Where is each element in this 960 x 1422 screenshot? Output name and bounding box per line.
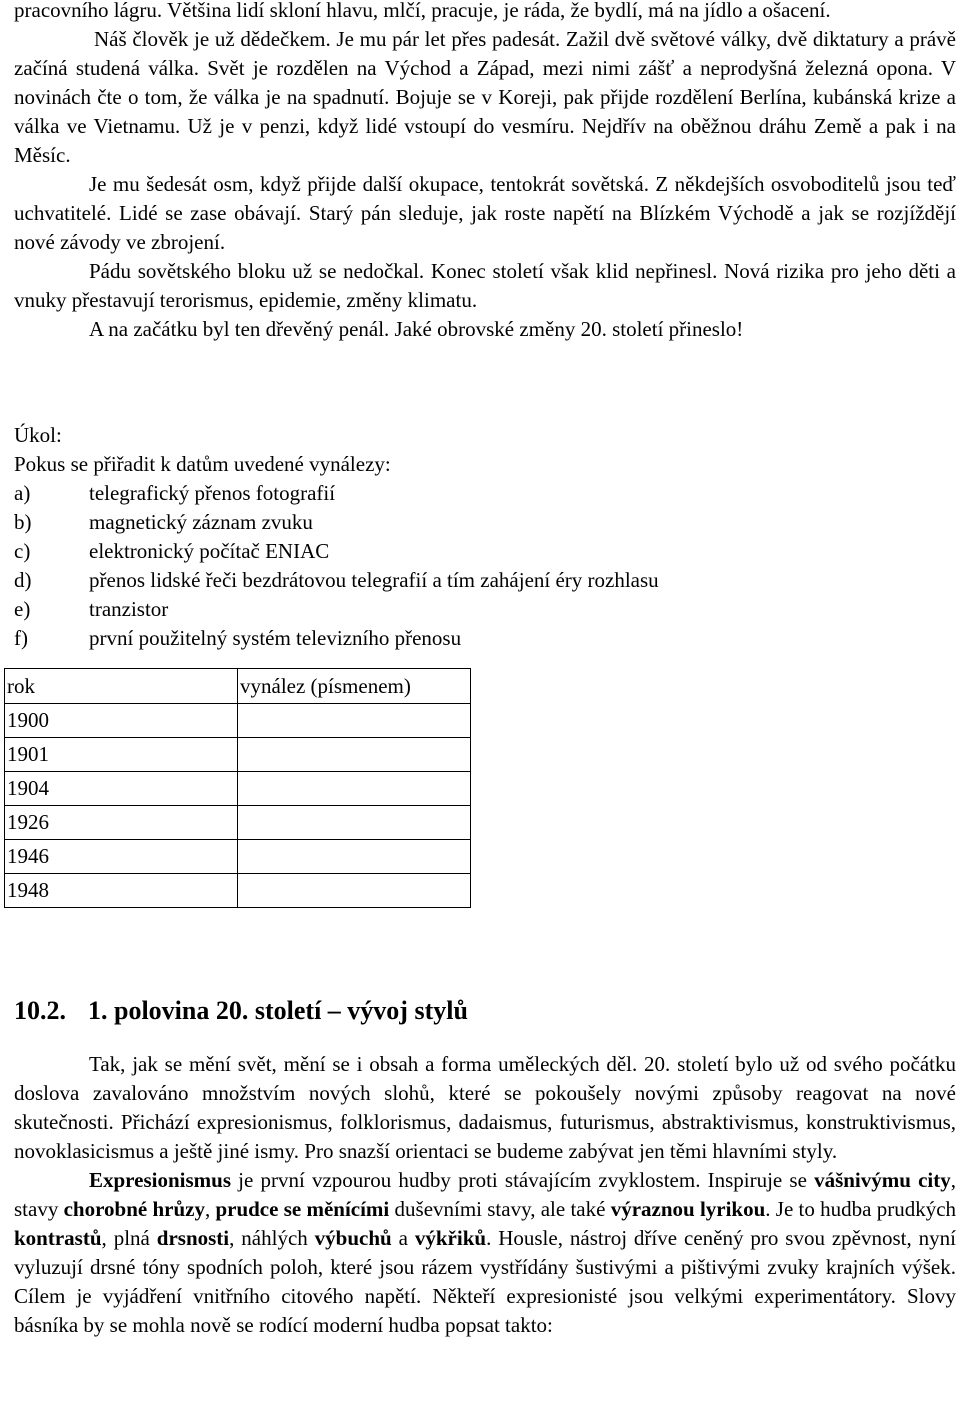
bold-term: výkřiků xyxy=(414,1226,487,1250)
item-text: tranzistor xyxy=(89,597,169,621)
year-cell: 1946 xyxy=(5,840,238,874)
text-run: , plná xyxy=(101,1226,157,1250)
table-row xyxy=(5,874,471,908)
bold-term: drsnosti xyxy=(156,1226,230,1250)
bold-term: chorobné hrůzy xyxy=(63,1197,205,1221)
table-row xyxy=(5,806,471,840)
item-letter: c) xyxy=(14,539,31,563)
section-heading xyxy=(14,994,956,1028)
year-invention-table xyxy=(4,668,471,908)
list-item xyxy=(14,566,956,595)
task-instruction: Pokus se přiřadit k datům uvedené vynálezy: xyxy=(14,452,391,476)
item-letter: a) xyxy=(14,481,31,505)
year-cell: 1948 xyxy=(5,874,238,908)
table-row xyxy=(5,840,471,874)
answer-cell[interactable] xyxy=(238,874,471,908)
list-item xyxy=(14,624,956,653)
item-text: přenos lidské řeči bezdrátovou telegrafií a tím zahájení éry rozhlasu xyxy=(89,568,659,592)
list-item xyxy=(14,537,956,566)
item-text: magnetický záznam zvuku xyxy=(89,510,313,534)
list-item xyxy=(14,595,956,624)
text-run: je první vzpourou hudby proti stávajícím zvyklostem. Inspiruje se xyxy=(231,1168,815,1192)
intro-paragraph-1: Náš člověk je už dědečkem. Je mu pár let přes padesát. Zažil dvě světové války, dvě diktatury a právě začíná studená válka. Svět je rozdělen na Východ a Západ, mezi nimi zášť a neprodyšná železná opona. V novinách čte o tom, že válka je na spadnutí. Bojuje se v Koreji, pak přijde rozdělení Berlína, kubánská krize a válka ve Vietnamu. Už je v penzi, když lidé vstoupí do vesmíru. Nejdřív na oběžnou dráhu Země a pak i na Měsíc. xyxy=(14,27,956,167)
section-paragraph-2 xyxy=(14,1166,956,1340)
text-run: . Je to hudba prudkých xyxy=(765,1197,957,1221)
answer-cell[interactable] xyxy=(238,738,471,772)
item-letter: f) xyxy=(14,626,28,650)
text-run: duševními stavy, ale také xyxy=(389,1197,611,1221)
list-item xyxy=(14,508,956,537)
section-number: 10.2. xyxy=(14,996,66,1025)
table-row xyxy=(5,738,471,772)
answer-cell[interactable] xyxy=(238,772,471,806)
table-row xyxy=(5,704,471,738)
bold-term: výraznou lyrikou xyxy=(610,1197,766,1221)
item-letter: d) xyxy=(14,568,32,592)
answer-cell[interactable] xyxy=(238,806,471,840)
item-text: elektronický počítač ENIAC xyxy=(89,539,330,563)
year-cell: 1904 xyxy=(5,772,238,806)
section-title: 1. polovina 20. století – vývoj stylů xyxy=(88,996,468,1025)
text-run: a xyxy=(391,1226,415,1250)
intro-paragraph-3: Pádu sovětského bloku už se nedočkal. Konec století však klid nepřinesl. Nová rizika pro jeho děti a vnuky přestavují terorismus, epidemie, změny klimatu. xyxy=(14,259,956,312)
bold-term: Expresionismus xyxy=(89,1168,231,1192)
item-letter: b) xyxy=(14,510,32,534)
text-run: , stavy xyxy=(14,1168,956,1221)
year-cell: 1901 xyxy=(5,738,238,772)
bold-term: kontrastů xyxy=(14,1226,102,1250)
task-label: Úkol: xyxy=(14,423,62,447)
intro-paragraph-2: Je mu šedesát osm, když přijde další okupace, tentokrát sovětská. Z někdejších osvoboditelů jsou teď uchvatitelé. Lidé se zase obávají. Starý pán sleduje, jak roste napětí na Blízkém Východě a jak se rozjíždějí nové závody ve zbrojení. xyxy=(14,172,956,254)
item-text: telegrafický přenos fotografií xyxy=(89,481,336,505)
item-text: první použitelný systém televizního přenosu xyxy=(89,626,462,650)
section-paragraph-1: Tak, jak se mění svět, mění se i obsah a forma uměleckých děl. 20. století bylo už od svého počátku doslova zavalováno množstvím nových slohů, které se pokoušely novými způsoby reagovat na nové skutečnosti. Přichází expresionismus, folklorismus, dadaismus, futurismus, abstraktivismus, konstruktivismus, novoklasicismus a ještě jiné ismy. Pro snazší orientaci se budeme zabývat jen těmi hlavními styly. xyxy=(14,1052,956,1163)
table-row xyxy=(5,772,471,806)
answer-cell[interactable] xyxy=(238,840,471,874)
answer-cell[interactable] xyxy=(238,704,471,738)
list-item xyxy=(14,479,956,508)
document-page xyxy=(7,0,957,1340)
year-cell: 1926 xyxy=(5,806,238,840)
text-run: , xyxy=(204,1197,216,1221)
header-year: rok xyxy=(5,669,238,704)
text-run: . Housle, nástroj dříve ceněný pro svou zpěvnost, nyní vyluzují drsné tóny spodních poloh, které jsou rázem vystřídány šustivými a pištivými zvuky krajních výšek. Cílem je vyjádření vnitřního citového napětí. Někteří expresionisté jsou velkými experimentátory. Slovy básníka by se mohla nově se rodící moderní hudba popsat takto: xyxy=(14,1226,956,1337)
intro-line: pracovního lágru. Většina lidí skloní hlavu, mlčí, pracuje, je ráda, že bydlí, má na jídlo a ošacení. xyxy=(14,0,831,22)
invention-list xyxy=(14,479,956,653)
bold-term: výbuchů xyxy=(314,1226,392,1250)
bold-term: prudce se měnícími xyxy=(215,1197,390,1221)
text-run: , náhlých xyxy=(229,1226,315,1250)
table-header-row xyxy=(5,669,471,704)
bold-term: vášnivýmu city xyxy=(814,1168,951,1192)
header-invention: vynález (písmenem) xyxy=(238,669,471,704)
intro-paragraph-4: A na začátku byl ten dřevěný penál. Jaké obrovské změny 20. století přineslo! xyxy=(89,317,744,341)
item-letter: e) xyxy=(14,597,31,621)
year-cell: 1900 xyxy=(5,704,238,738)
